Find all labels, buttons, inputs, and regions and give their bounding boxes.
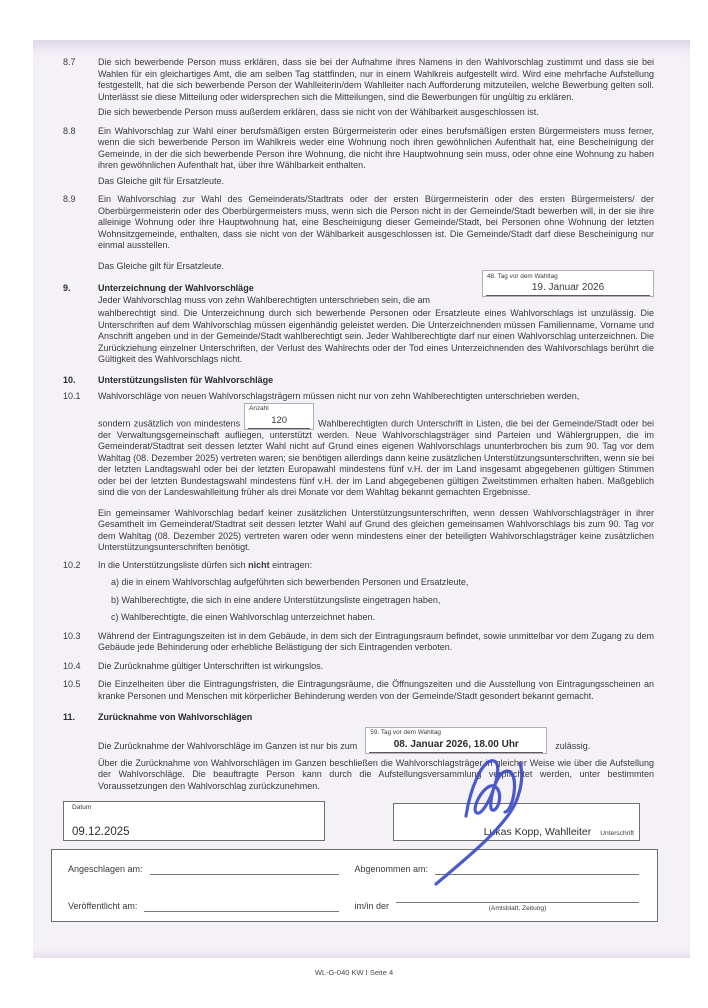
section-10-4 — [63, 661, 654, 673]
published-in-blank[interactable] — [396, 891, 639, 903]
published-in-caption: (Amtsblatt, Zeitung) — [488, 905, 547, 912]
section-9-heading: Unterzeichnung der Wahlvorschläge — [98, 283, 254, 293]
deadline-59day-field — [365, 727, 547, 754]
deadline-48day-label: 48. Tag vor dem Wahltag — [487, 272, 558, 280]
section-number: 8.7 — [63, 57, 76, 67]
section-number: 8.8 — [63, 125, 76, 136]
section-10-4-paragraph: Die Zurücknahme gültiger Unterschriften ist wirkungslos. — [98, 660, 324, 671]
signatory-name: Lukas Kopp, Wahlleiter — [483, 826, 592, 838]
intro-text-post: eintragen: — [269, 559, 313, 570]
section-8-8-paragraph-2: Das Gleiche gilt für Ersatzleute. — [98, 175, 225, 186]
anzahl-field — [244, 403, 314, 430]
deadline-48day-value[interactable]: 19. Januar 2026 — [486, 281, 650, 296]
section-8-9 — [63, 194, 654, 272]
section-10-3-paragraph: Während der Eintragungszeiten ist in dem Gebäude, in dem sich der Eintragungsraum befindet, sowie unmittelbar vor dem Zugang zu dem Gebäude jede Behinderung oder erhebliche Belästigung der sich Eintragenden verboten. — [98, 630, 654, 652]
section-number: 10.3 — [63, 630, 81, 641]
section-number: 10. — [63, 374, 76, 385]
published-on-blank[interactable] — [144, 900, 338, 912]
section-11-paragraph-2: Über die Zurücknahme von Wahlvorschlägen im Ganzen beschließen die Wahlvorschlagsträger in gleicher Weise wie über die Aufstellung der Wahlvorschläge. Die beauftragte Person kann durch die Aufstellungsversammlung verpflichtet werden, unter bestimmten Voraussetzungen den Wahlvorschlag zurückzunehmen. — [98, 757, 654, 791]
section-11-heading: Zurücknahme von Wahlvorschlägen — [98, 712, 253, 722]
list-item-b: b) Wahlberechtigte, die sich in eine andere Unterstützungsliste eingetragen haben, — [111, 594, 441, 605]
signoff-row — [63, 801, 654, 841]
section-8-7-paragraph-2: Die sich bewerbende Person muss außerdem erklären, dass sie nicht von der Wählbarkeit ausgeschlossen ist. — [98, 107, 539, 117]
section-10-3 — [63, 631, 654, 654]
intro-text-bold: nicht — [248, 559, 270, 570]
section-number: 10.2 — [63, 559, 81, 570]
section-10-2 — [63, 560, 654, 624]
list-item-a: a) die in einem Wahlvorschlag aufgeführten sich bewerbenden Personen und Ersatzleute, — [111, 577, 469, 587]
published-on-field — [68, 891, 355, 912]
section-10-5-paragraph: Die Einzelheiten über die Eintragungsfristen, die Eintragungsräume, die Öffnungszeiten und die Ausstellung von Eintragungsscheinen an kranke Personen und Menschen mit körperlicher Behinderung werden von der Gemeinde/Stadt gesondert bekannt gemacht. — [98, 679, 654, 701]
section-11-after: zulässig. — [555, 741, 591, 751]
section-8-7-paragraph-1: Die sich bewerbende Person muss erklären, dass sie bei der Aufnahme ihres Namens in den Wahlvorschlag zustimmt und dass sie bei Wahlen für ein gleichartiges Amt, die am selben Tag stattfinden, nur in einem Wahlkreis aufgestellt wird. Wird eine mehrfache Aufstellung festgestellt, hat die sich bewerbende Person der Wahlleiterin/dem Wahlleiter nach Aufforderung mitzuteilen, welche Bewerbung gelten soll. Unterlässt sie diese Mitteilung oder widersprechen sich die Mitteilungen, sind die Bewerbungen für ungültig zu erklären. — [98, 57, 654, 102]
removed-on-field — [355, 863, 642, 875]
date-field-box — [63, 801, 325, 841]
section-9-paragraph: wahlberechtigt sind. Die Unterzeichnung durch sich bewerbende Personen oder Ersatzleute eines Wahlvorschlags ist unzulässig. Die Unterschriften auf dem Wahlvorschlag müssen eigenhändig geleistet werden. Die Unterzeichnenden müssen Familienname, Vorname und Anschrift angeben und in der Gemeinde/Stadt wahlberechtigt sein. Jeder Wahlberechtigte darf nur einen Wahlvorschlag unterzeichnen. Die Zurückziehung einzelner Unterschriften, der Verlust des Wahlrechts oder der Tod eines Unterzeichnenden des Wahlvorschlags berührt die Gültigkeit des Wahlvorschlags nicht. — [98, 308, 654, 364]
section-8-8-paragraph-1: Ein Wahlvorschlag zur Wahl einer berufsmäßigen ersten Bürgermeisterin oder eines berufsmäßigen ersten Bürgermeisters muss ferner, wenn die sich bewerbende Person im Wahlkreis weder eine Wohnung noch ihren gewöhnlichen Aufenthalt hat, eine Bescheinigung der Gemeinde, in der die sich bewerbende Person ihre Wohnung, die nicht ihre Hauptwohnung sein muss, oder ohne eine Wohnung zu haben ihren gewöhnlichen Aufenthalt hat, über ihre Wählbarkeit enthalten. — [98, 125, 654, 170]
posted-on-blank[interactable] — [150, 863, 339, 875]
section-10-1-line1: Wahlvorschläge von neuen Wahlvorschlagsträgern müssen nicht nur von zehn Wahlberechtigten unterschrieben werden, — [98, 391, 580, 401]
signature-label: Unterschrift — [600, 830, 634, 837]
posted-on-field — [68, 863, 355, 875]
date-label: Datum — [72, 804, 92, 811]
intro-text-pre: In die Unterstützungsliste dürfen sich — [98, 559, 249, 570]
section-11 — [63, 712, 654, 792]
signature-field-box — [393, 803, 640, 841]
section-10-5 — [63, 679, 654, 702]
section-10-1-lead: sondern zusätzlich von mindestens — [98, 418, 241, 428]
published-in-field — [355, 891, 642, 912]
section-number: 10.1 — [63, 391, 81, 401]
section-8-8 — [63, 126, 654, 188]
deadline-59day-value[interactable]: 08. Januar 2026, 18.00 Uhr — [369, 738, 543, 753]
deadline-59day-label: 59. Tag vor dem Wahltag — [370, 729, 441, 736]
removed-on-blank[interactable] — [435, 863, 639, 875]
removed-on-label: Abgenommen am: — [354, 864, 429, 874]
published-on-label: Veröffentlicht am: — [68, 901, 138, 911]
section-10-1-rest: Wahlberechtigten durch Unterschrift in Listen, die bei der Gemeinde/Stadt oder bei der Verwaltungsgemeinschaft aufliegen, unterstützt werden. Neue Wahlvorschlagsträger sind Parteien und Wählergruppen, die im Gemeinderat/Stadtrat seit dessen letzter Wahl nicht auf Grund eines eigenen Wahlvorschlags ununterbrochen bis zum 90. Tag vor dem Wahltag (08. Dezember 2025) vertreten waren; sie benötigen allerdings dann keine zusätzlichen Unterstützungsunterschriften, wenn sie bei der letzten Landtagswahl oder bei der letzten Europawahl mindestens fünf v.H. der im Land insgesamt abgegebenen gültigen Stimmen oder bei der letzten Bundestagswahl mindestens fünf v.H. der im Land abgegebenen gültigen Zweitstimmen erhalten haben. Maßgeblich sind die von der Landeswahlleitung früher als drei Monate vor dem Wahltag bekannt gemachten Ergebnisse. — [98, 418, 654, 497]
publication-box — [51, 849, 658, 922]
section-number: 10.4 — [63, 660, 81, 671]
section-11-lead: Die Zurücknahme der Wahlvorschläge im Ganzen ist nur bis zum — [98, 741, 358, 751]
section-number: 10.5 — [63, 679, 81, 689]
section-10-1 — [63, 391, 654, 554]
deadline-48day-field — [482, 270, 654, 297]
section-number: 11. — [63, 712, 76, 722]
anzahl-value[interactable]: 120 — [248, 414, 310, 429]
date-value[interactable]: 09.12.2025 — [72, 826, 130, 838]
section-10 — [63, 375, 654, 387]
section-10-1-paragraph-2: Ein gemeinsamer Wahlvorschlag bedarf keiner zusätzlichen Unterstützungsunterschriften, wenn dessen Wahlvorschlagsträger in ihrer Gesamtheit im Gemeinderat/Stadtrat seit dessen letzter Wahl auf Grund des gleichen gemeinsamen Wahlvorschlags bis zum 90. Tag vor dem Wahltag (08. Dezember 2025) vertreten waren oder wenn mindestens einer der beteiligten Wahlvorschlagsträger keine zusätzlichen Unterstützungsunterschriften benötigt. — [98, 507, 654, 552]
section-9 — [63, 272, 654, 366]
section-number: 8.9 — [63, 194, 76, 204]
published-in-label: im/in der — [354, 901, 390, 911]
document-page — [33, 40, 690, 958]
section-9-lead: Jeder Wahlvorschlag muss von zehn Wahlberechtigten unterschrieben sein, die am — [98, 294, 431, 305]
section-8-9-paragraph-1: Ein Wahlvorschlag zur Wahl des Gemeinderats/Stadtrats oder der ersten Bürgermeisterin oder des ersten Bürgermeisters/ der Oberbürgermeisterin oder des Oberbürgermeisters muss, wenn sich die Person nicht in der Gemeinde/Stadt bewerben will, in der sie ihre alleinige Wohnung oder ihre Hauptwohnung hat, eine Bescheinigung dieser Gemeinde/Stadt, bei Personen ohne Wohnung der letzten Wohnsitzgemeinde, enthalten, dass sie nicht von der Wählbarkeit ausgeschlossen ist. Die Gemeinde/Stadt darf diese Bescheinigung nur einmal ausstellen. — [98, 194, 654, 250]
posted-on-label: Angeschlagen am: — [68, 864, 143, 874]
section-10-heading: Unterstützungslisten für Wahlvorschläge — [98, 374, 274, 385]
list-item-c: c) Wahlberechtigte, die einen Wahlvorschlag unterzeichnet haben. — [111, 612, 375, 622]
section-10-2-intro — [98, 560, 654, 572]
anzahl-label: Anzahl — [249, 405, 269, 412]
section-8-7 — [63, 57, 654, 119]
section-8-9-paragraph-2: Das Gleiche gilt für Ersatzleute. — [98, 260, 225, 271]
section-number: 9. — [63, 283, 71, 293]
form-id-footer: WL-G-040 KW I Seite 4 — [314, 968, 394, 977]
